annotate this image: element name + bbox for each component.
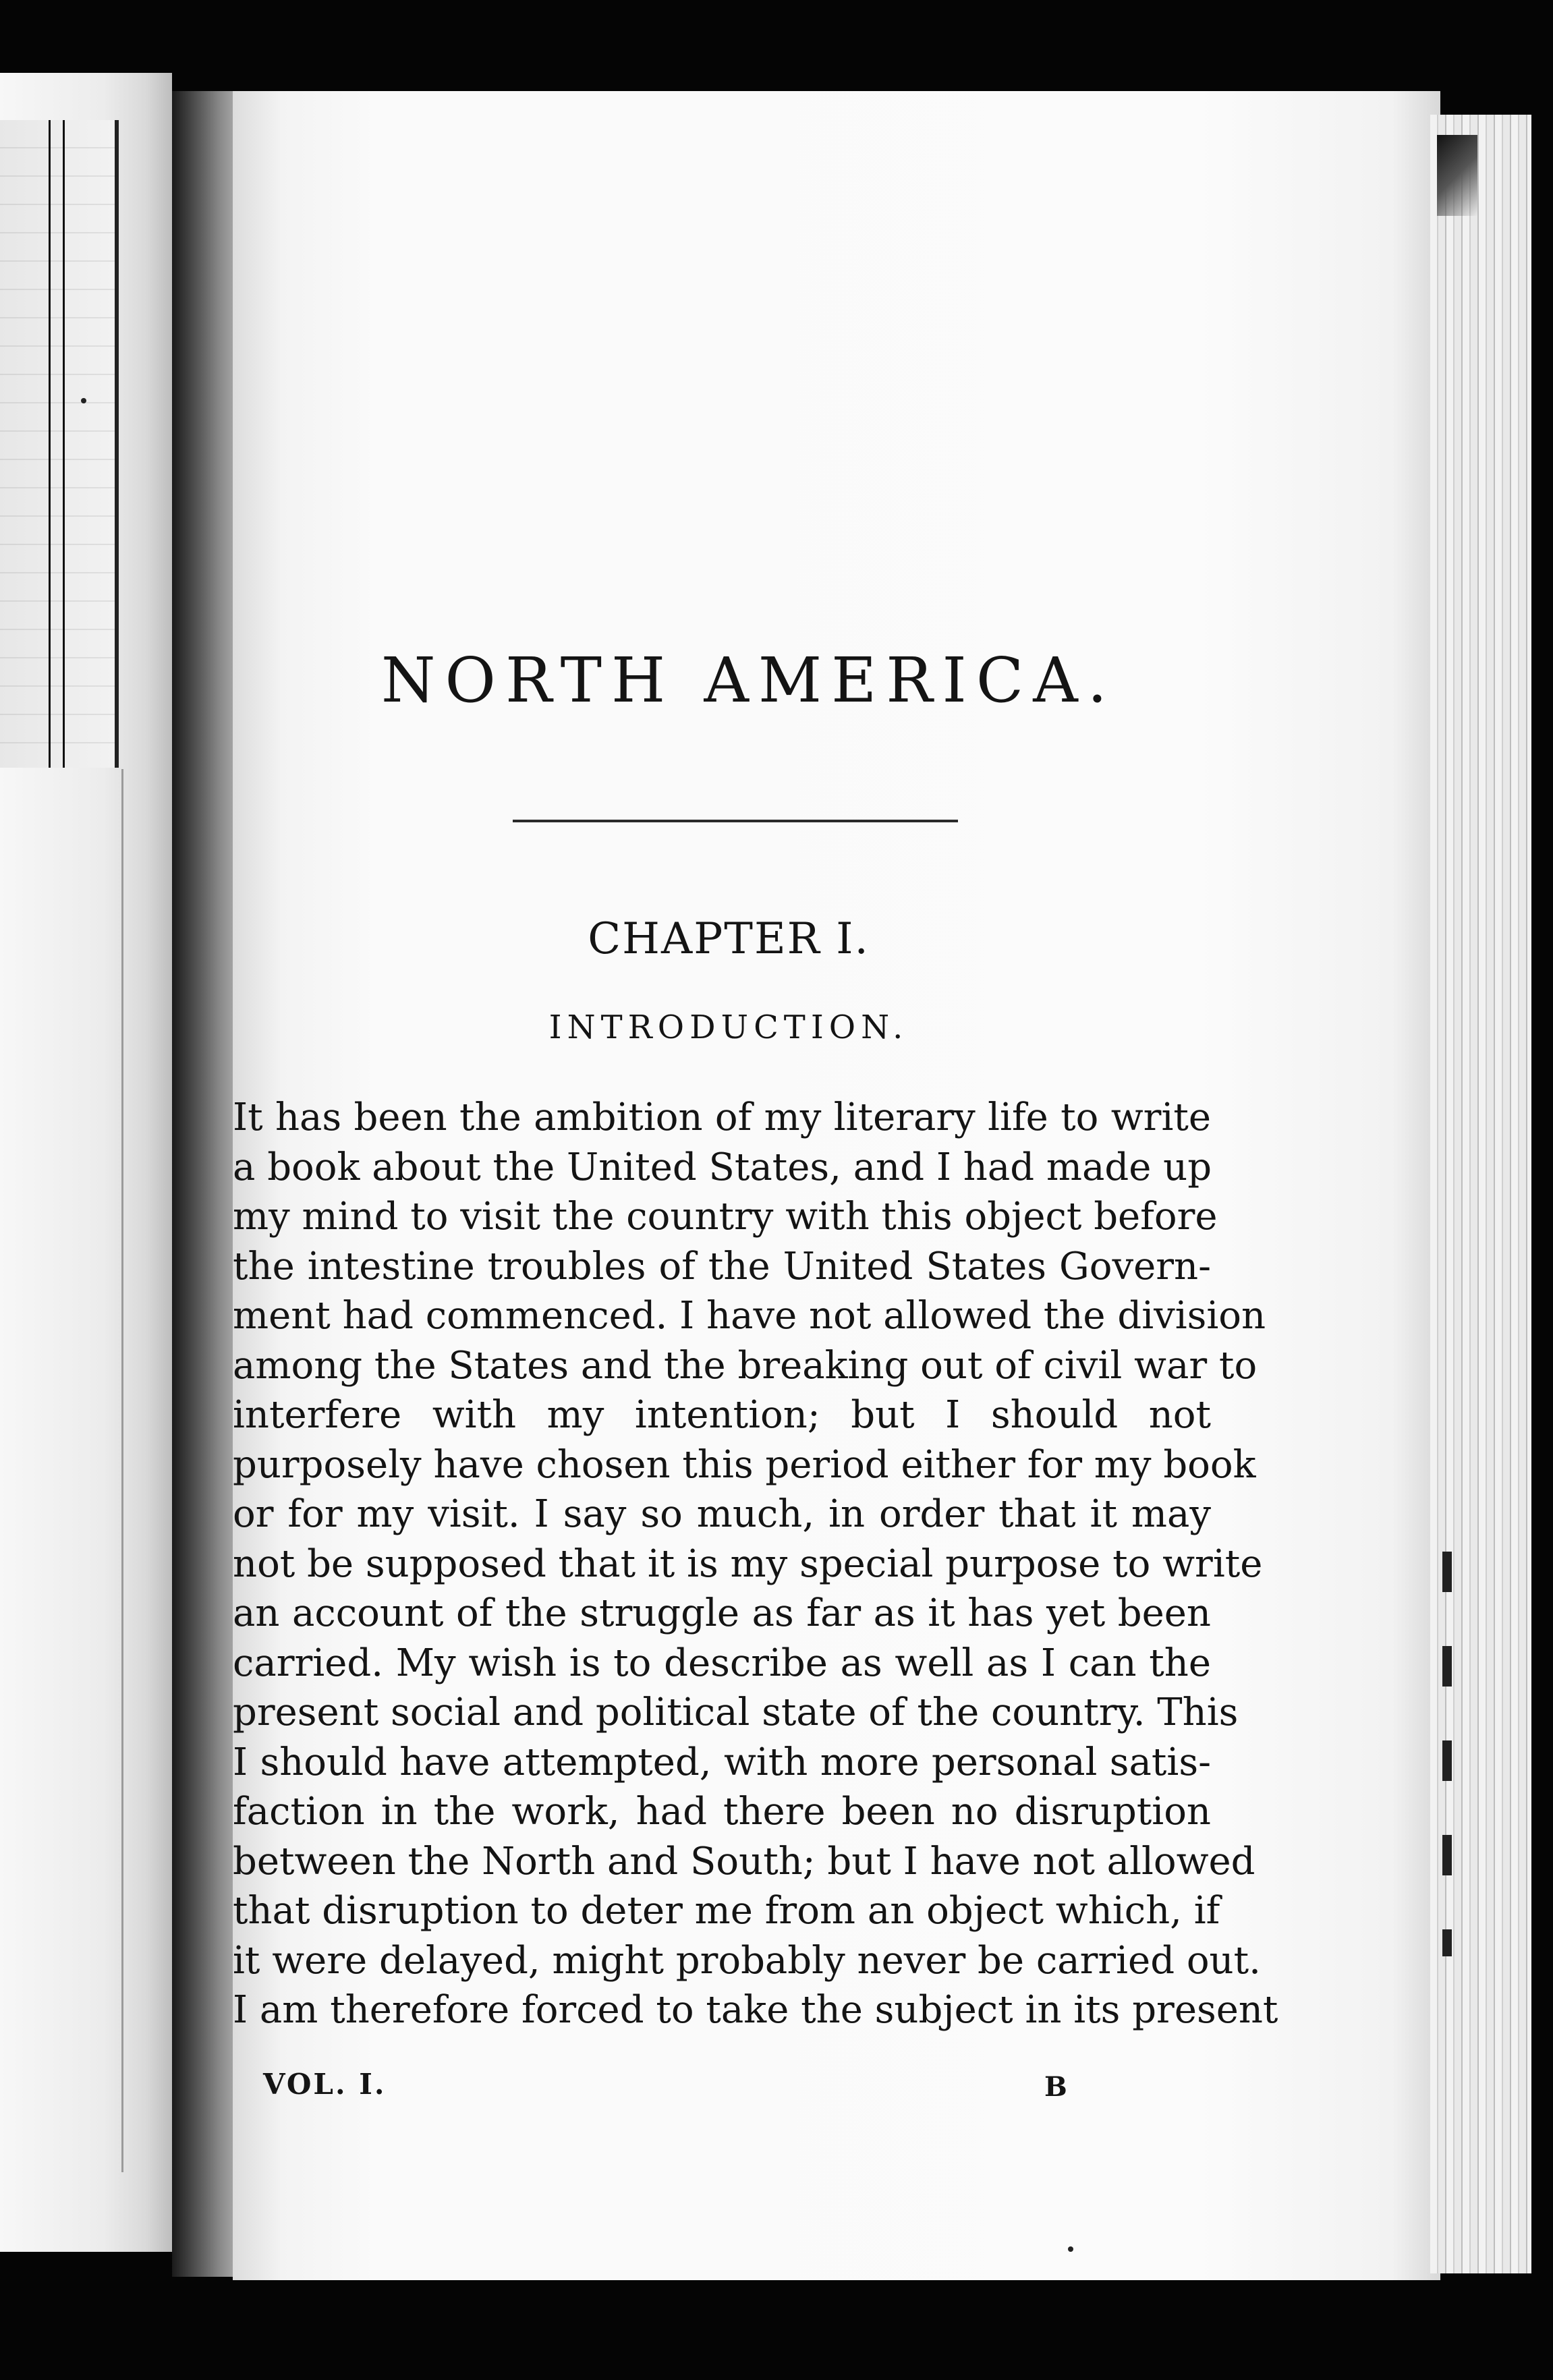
text-line: a book about the United States, and I had made up <box>233 1145 1212 1189</box>
text-line: among the States and the breaking out of civil war to <box>233 1343 1258 1388</box>
ink-speck <box>1068 2246 1073 2252</box>
edge-marks <box>1442 1552 1452 1956</box>
text-line: It has been the ambition of my literary life to write <box>233 1096 1211 1139</box>
title-rule <box>513 820 958 822</box>
text-line: it were delayed, might probably never be carried out. <box>233 1938 1261 1983</box>
chapter-subheading: INTRODUCTION. <box>548 1009 909 1046</box>
signature-mark: B <box>1044 2071 1067 2103</box>
book-title: NORTH AMERICA. <box>381 644 1117 716</box>
page-edge-line <box>121 769 123 2172</box>
text-line: the intestine troubles of the United States Govern- <box>233 1244 1211 1288</box>
text-line: I should have attempted, with more personal satis- <box>233 1740 1211 1784</box>
ink-speck <box>81 398 86 403</box>
text-line: not be supposed that it is my special purpose to write <box>233 1541 1263 1586</box>
text-line: or for my visit. I say so much, in order that it may <box>233 1492 1211 1536</box>
map-border <box>49 120 65 768</box>
text-line: I am therefore forced to take the subject in its present <box>233 1988 1278 2032</box>
chapter-heading: CHAPTER I. <box>588 914 870 964</box>
volume-marker: VOL. I. <box>263 2068 387 2101</box>
text-line: purposely have chosen this period either for my book <box>233 1442 1256 1487</box>
text-line: an account of the struggle as far as it has yet been <box>233 1591 1211 1635</box>
body-paragraph <box>233 1093 1278 2035</box>
text-line: interfere with my intention; but I should not <box>233 1393 1211 1437</box>
text-line: my mind to visit the country with this object before <box>233 1195 1218 1239</box>
text-line: that disruption to deter me from an object which, if <box>233 1889 1220 1933</box>
text-line: present social and political state of the country. This <box>233 1691 1239 1734</box>
text-line: ment had commenced. I have not allowed the division <box>233 1294 1266 1338</box>
text-line: carried. My wish is to describe as well as I can the <box>233 1641 1211 1685</box>
text-line: between the North and South; but I have not allowed <box>233 1839 1255 1883</box>
text-line: faction in the work, had there been no disruption <box>233 1790 1211 1834</box>
corner-shadow <box>1437 135 1477 216</box>
